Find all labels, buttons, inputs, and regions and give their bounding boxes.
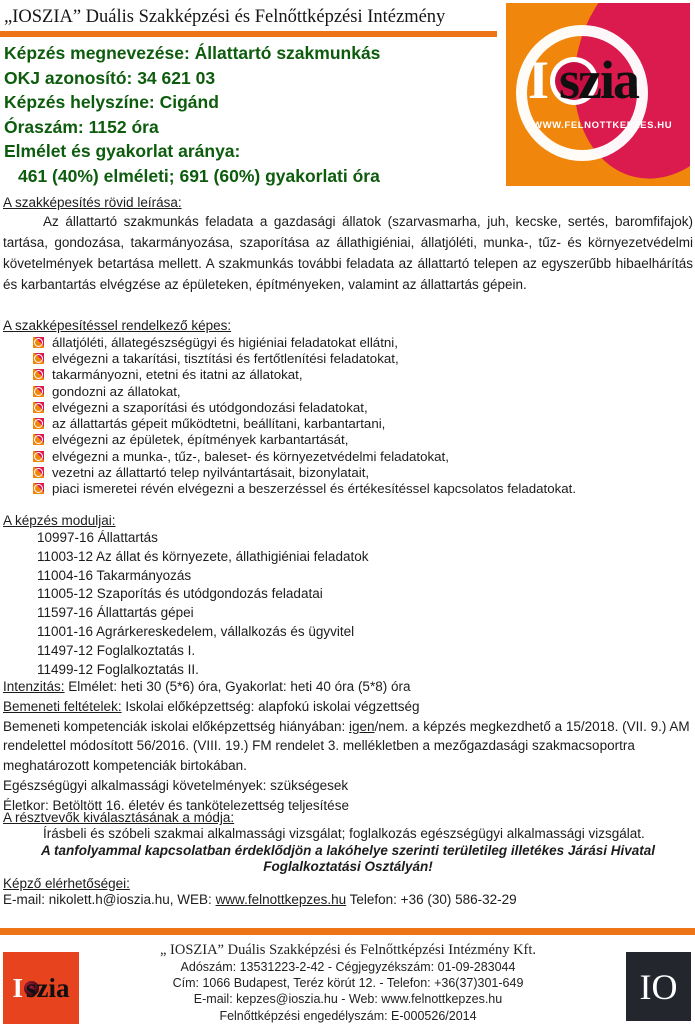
footer-license-line: Felnőttképzési engedélyszám: E-000526/2014 xyxy=(219,1008,477,1023)
module-item: 11005-12 Szaporítás és utódgondozás feladatai xyxy=(37,586,323,602)
capability-item xyxy=(33,334,576,350)
footer-company-info xyxy=(78,941,618,1024)
ioszia-bullet-icon xyxy=(33,337,44,348)
ioszia-bullet-icon xyxy=(33,451,44,462)
ioszia-logo xyxy=(506,3,690,186)
module-item: 11003-12 Az állat és környezete, állathigiéniai feladatok xyxy=(37,548,369,564)
module-item: 11004-16 Takarmányozás xyxy=(37,567,192,583)
footer-logo-letter-i: I xyxy=(12,972,23,1003)
capability-item xyxy=(33,432,576,448)
logo-website-url: WWW.FELNOTTKEPZES.HU xyxy=(533,120,673,131)
competence-paragraph xyxy=(3,717,693,776)
modules-heading: A képzés moduljai: xyxy=(3,513,116,528)
job-office-notice: A tanfolyammal kapcsolatban érdeklődjön a lakóhelye szerinti területileg illetékes Járási Hivatal Foglalkoztatási Osztályán! xyxy=(41,842,655,875)
course-info-block xyxy=(4,41,380,189)
age-requirement-line: Életkor: Betöltött 16. életév és tankötelezettség teljesítése xyxy=(3,797,349,813)
capability-item xyxy=(33,464,576,480)
ioszia-bullet-icon xyxy=(33,467,44,478)
capability-label: állatjóléti, állategészségügyi és higiéniai feladatokat ellátni, xyxy=(52,334,398,350)
intensity-line xyxy=(3,677,693,697)
web-link[interactable]: www.felnottkepzes.hu xyxy=(215,892,347,908)
ioszia-bullet-icon xyxy=(33,402,44,413)
capability-label: az állattartás gépeit működtetni, beállítani, karbantartani, xyxy=(52,416,386,432)
contact-line xyxy=(3,892,693,908)
logo-wordmark xyxy=(528,50,688,110)
entry-conditions-line xyxy=(3,697,693,717)
ioszia-bullet-icon xyxy=(33,369,44,380)
module-item: 11001-16 Agrárkereskedelem, vállalkozás és ügyvitel xyxy=(37,623,355,639)
selection-text: Írásbeli és szóbeli szakmai alkalmassági vizsgálat; foglalkozás egészségügyi alkalmassági vizsgálat. xyxy=(43,826,645,842)
capability-item xyxy=(33,481,576,497)
theory-practice-ratio-label: Elmélet és gyakorlat aránya: xyxy=(4,141,241,162)
requirements-block xyxy=(3,677,693,816)
capabilities-list xyxy=(33,334,576,497)
course-location-line: Képzés helyszíne: Cigánd xyxy=(4,92,219,113)
footer-ioszia-logo xyxy=(3,952,79,1024)
intensity-value: Elmélet: heti 30 (5*6) óra, Gyakorlat: heti 40 óra (5*8) óra xyxy=(64,679,411,694)
header-divider xyxy=(0,31,497,37)
capability-label: elvégezni a szaporítási és utódgondozási feladatokat, xyxy=(52,399,368,415)
footer-tax-line: Adószám: 13531223-2-42 - Cégjegyzékszám: 01-09-283044 xyxy=(180,960,516,974)
description-heading: A szakképesítés rövid leírása: xyxy=(3,195,182,210)
selection-heading: A résztvevők kiválasztásának a módja: xyxy=(3,810,235,825)
capability-label: elvégezni az épületek, építmények karbantartását, xyxy=(52,432,349,448)
footer-io-logo xyxy=(626,952,691,1021)
capability-label: piaci ismeretei révén elvégezni a beszerzéssel és értékesítéssel kapcsolatos feladatokat. xyxy=(52,481,577,497)
contact-heading: Képző elérhetőségei: xyxy=(3,875,130,891)
okj-id-line: OKJ azonosító: 34 621 03 xyxy=(4,67,216,88)
entry-conditions-label: Bemeneti feltételek: xyxy=(3,698,122,714)
capability-label: gondozni az állatokat, xyxy=(52,383,181,399)
capability-item xyxy=(33,448,576,464)
selection-contact-block xyxy=(3,810,693,908)
footer-io-letters: IO xyxy=(639,966,678,1007)
footer-divider xyxy=(0,928,695,935)
module-item: 10997-16 Állattartás xyxy=(37,530,158,545)
capability-label: elvégezni a takarítási, tisztítási és fertőtlenítési feladatokat, xyxy=(52,350,399,366)
footer-email-line: E-mail: kepzes@ioszia.hu - Web: www.felnottkepzes.hu xyxy=(193,992,503,1007)
health-requirements-line: Egészségügyi alkalmassági követelmények: szükségesek xyxy=(3,777,349,793)
phone-text: Telefon: +36 (30) 586-32-29 xyxy=(346,892,517,908)
capability-item xyxy=(33,399,576,415)
email-label: E-mail: xyxy=(3,892,49,908)
module-item: 11597-16 Állattartás gépei xyxy=(37,605,194,621)
ioszia-bullet-icon xyxy=(33,353,44,364)
description-paragraph: Az állattartó szakmunkás feladata a gazdasági állatok (szarvasmarha, juh, kecske, sertés, baromfifajok) tartása, gondozása, takarmányozása, szaporítása az állathigiéniai, állatjóléti, munka-, tűz- és környezetvédelmi követelmények betartása mellett. A szakmunkás további feladata az állattartó telepen az egyszerűbb hibaelhárítás és karbantartás elvégzése az épületeken, építményeken, valamint az állattartás gépein. xyxy=(3,214,693,292)
course-name-line: Képzés megnevezése: Állattartó szakmunkás xyxy=(4,43,381,63)
web-label: , WEB: xyxy=(169,892,216,908)
ioszia-bullet-icon xyxy=(33,418,44,429)
footer-address-line: Cím: 1066 Budapest, Teréz körút 12. - Telefon: +36(37)301-649 xyxy=(172,976,524,991)
logo-letter-i: I xyxy=(528,50,550,110)
logo-letters-szia: szia xyxy=(559,50,639,110)
competence-text-post: /nem. a képzés megkezdhető a 15/2018. (VII. 9.) AM rendelettel módosított 56/2016. (VIII. 19.) FM rendelet 3. mellékletben a mezőgazdasági szakmacsoportra meghatározott kompetenciák birtokában. xyxy=(3,718,690,774)
entry-conditions-value: Iskolai előképzettség: alapfokú iskolai végzettség xyxy=(121,698,420,714)
course-hours-line: Óraszám: 1152 óra xyxy=(4,116,159,137)
capabilities-heading: A szakképesítéssel rendelkező képes: xyxy=(3,318,232,333)
capability-item xyxy=(33,415,576,431)
competence-text-pre: Bemeneti kompetenciák iskolai előképzettség hiányában: xyxy=(3,718,349,734)
capability-label: vezetni az állattartó telep nyilvántartásait, bizonylatait, xyxy=(52,465,370,481)
ioszia-bullet-icon xyxy=(33,434,44,445)
theory-practice-ratio-value: 461 (40%) elméleti; 691 (60%) gyakorlati óra xyxy=(18,165,380,186)
footer-logo-letters-szia: szia xyxy=(26,972,70,1003)
footer-company-name: „ IOSZIA” Duális Szakképzési és Felnőttképzési Intézmény Kft. xyxy=(159,942,537,958)
competence-yes: igen xyxy=(348,718,375,734)
ioszia-bullet-icon xyxy=(33,483,44,494)
capability-label: elvégezni a munka-, tűz-, baleset- és környezetvédelmi feladatokat, xyxy=(52,448,449,464)
ioszia-bullet-icon xyxy=(33,386,44,397)
email-link[interactable]: nikolett.h@ioszia.hu xyxy=(48,892,170,908)
intensity-label: Intenzitás: xyxy=(3,679,65,694)
capability-item xyxy=(33,350,576,366)
capability-label: takarmányozni, etetni és itatni az állatokat, xyxy=(52,367,303,383)
modules-list xyxy=(37,529,368,679)
module-item: 11499-12 Foglalkoztatás II. xyxy=(37,661,199,677)
capability-item xyxy=(33,367,576,383)
capability-item xyxy=(33,383,576,399)
page-title: „IOSZIA” Duális Szakképzési és Felnőttképzési Intézmény xyxy=(4,7,446,27)
module-item: 11497-12 Foglalkoztatás I. xyxy=(37,642,196,658)
